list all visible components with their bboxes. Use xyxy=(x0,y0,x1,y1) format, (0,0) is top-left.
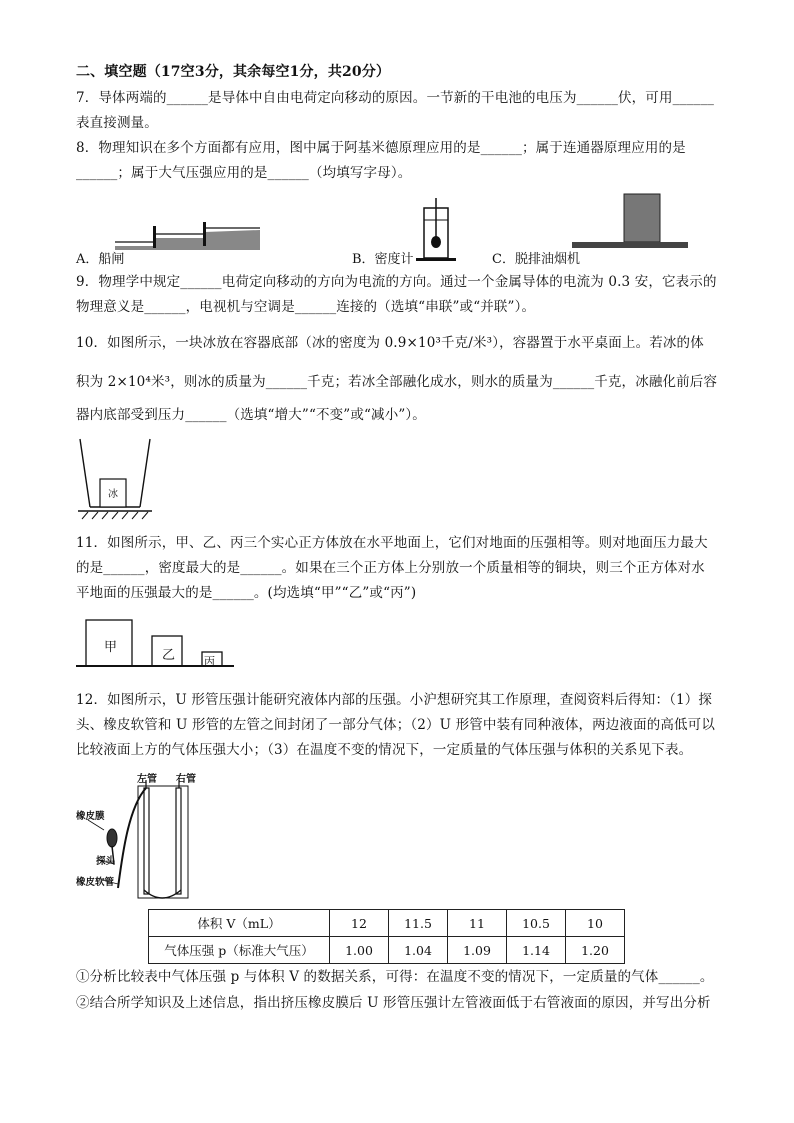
q7-line-1: 7．导体两端的______是导体中自由电荷定向移动的原因。一节新的干电池的电压为______伏，可用______ xyxy=(76,90,714,106)
q9-line-1: 9．物理学中规定______电荷定向移动的方向为电流的方向。通过一个金属导体的电流为 0.3 安，它表示的 xyxy=(76,274,717,290)
ship-lock-figure xyxy=(115,218,260,250)
table-cell: 10.5 xyxy=(507,910,566,937)
section-title: 二、填空题（17空3分，其余每空1分，共20分） xyxy=(76,64,391,80)
q7-line-2: 表直接测量。 xyxy=(76,115,158,131)
table-cell: 1.04 xyxy=(389,937,448,964)
ice-label: 冰 xyxy=(108,489,118,500)
cube-jia-label: 甲 xyxy=(104,640,118,655)
table-cell: 10 xyxy=(566,910,625,937)
hydrometer-figure xyxy=(414,194,464,264)
table-cell: 11.5 xyxy=(389,910,448,937)
q8-line-1: 8．物理知识在多个方面都有应用，图中属于阿基米德原理应用的是______；属于连通器原理应用的是 xyxy=(76,140,686,156)
q11-line-2: 的是______，密度最大的是______。如果在三个正方体上分别放一个质量相等的铜块，则三个正方体对水 xyxy=(76,560,705,576)
q10-line-1: 10．如图所示，一块冰放在容器底部（冰的密度为 0.9×10³千克/米³），容器置于水平桌面上。若冰的体 xyxy=(76,335,704,351)
right-tube-label: 右管 xyxy=(176,774,196,785)
table-header-pressure: 气体压强 p（标准大气压） xyxy=(149,937,330,964)
q11-line-3: 平地面的压强最大的是______。(均选填“甲”“乙”或“丙”) xyxy=(76,585,417,601)
table-cell: 11 xyxy=(448,910,507,937)
cube-yi-label: 乙 xyxy=(162,648,176,663)
q12-line-3: 比较液面上方的气体压强大小；（3）在温度不变的情况下，一定质量的气体压强与体积的关系见下表。 xyxy=(76,742,693,758)
table-cell: 1.09 xyxy=(448,937,507,964)
cube-bing-label: 丙 xyxy=(204,655,215,668)
table-cell: 1.14 xyxy=(507,937,566,964)
q8-line-2: ______；属于大气压强应用的是______（均填写字母）。 xyxy=(76,165,412,181)
q10-line-3: 器内底部受到压力______（选填“增大”“不变”或“减小”）。 xyxy=(76,407,426,423)
table-header-volume: 体积 V（mL） xyxy=(149,910,330,937)
left-tube-label: 左管 xyxy=(137,774,157,785)
table-row xyxy=(149,937,625,964)
membrane-label: 橡皮膜 xyxy=(76,811,105,822)
ice-container-figure xyxy=(78,437,153,522)
q12-line-2: 头、橡皮软管和 U 形管的左管之间封闭了一部分气体；（2）U 形管中装有同种液体，两边液面的高低可以 xyxy=(76,717,715,733)
table-row xyxy=(149,910,625,937)
table-cell: 12 xyxy=(330,910,389,937)
q10-line-2: 积为 2×10⁴米³，则冰的质量为______千克；若冰全部融化成水，则水的质量为______千克，冰融化前后容 xyxy=(76,374,718,390)
option-b-label: B．密度计 xyxy=(352,252,414,267)
table-cell: 1.20 xyxy=(566,937,625,964)
probe-label: 探头 xyxy=(96,856,116,867)
q12-line-1: 12．如图所示，U 形管压强计能研究液体内部的压强。小沪想研究其工作原理，查阅资料后得知：（1）探 xyxy=(76,692,713,708)
option-c-label: C．脱排油烟机 xyxy=(492,252,580,267)
q12-sub-2: ②结合所学知识及上述信息，指出挤压橡皮膜后 U 形管压强计左管液面低于右管液面的原因，并写出分析 xyxy=(76,995,711,1011)
q12-sub-1: ①分析比较表中气体压强 p 与体积 V 的数据关系，可得：在温度不变的情况下，一定质量的气体______。 xyxy=(76,969,714,985)
table-cell: 1.00 xyxy=(330,937,389,964)
range-hood-figure xyxy=(572,190,690,256)
q9-line-2: 物理意义是______，电视机与空调是______连接的（选填“串联”或“并联”）。 xyxy=(76,299,536,315)
q11-line-1: 11．如图所示，甲、乙、丙三个实心正方体放在水平地面上，它们对地面的压强相等。则对地面压力最大 xyxy=(76,535,708,551)
pressure-volume-table xyxy=(148,909,625,964)
option-a-label: A．船闸 xyxy=(76,252,125,267)
hose-label: 橡皮软管 xyxy=(76,877,115,888)
